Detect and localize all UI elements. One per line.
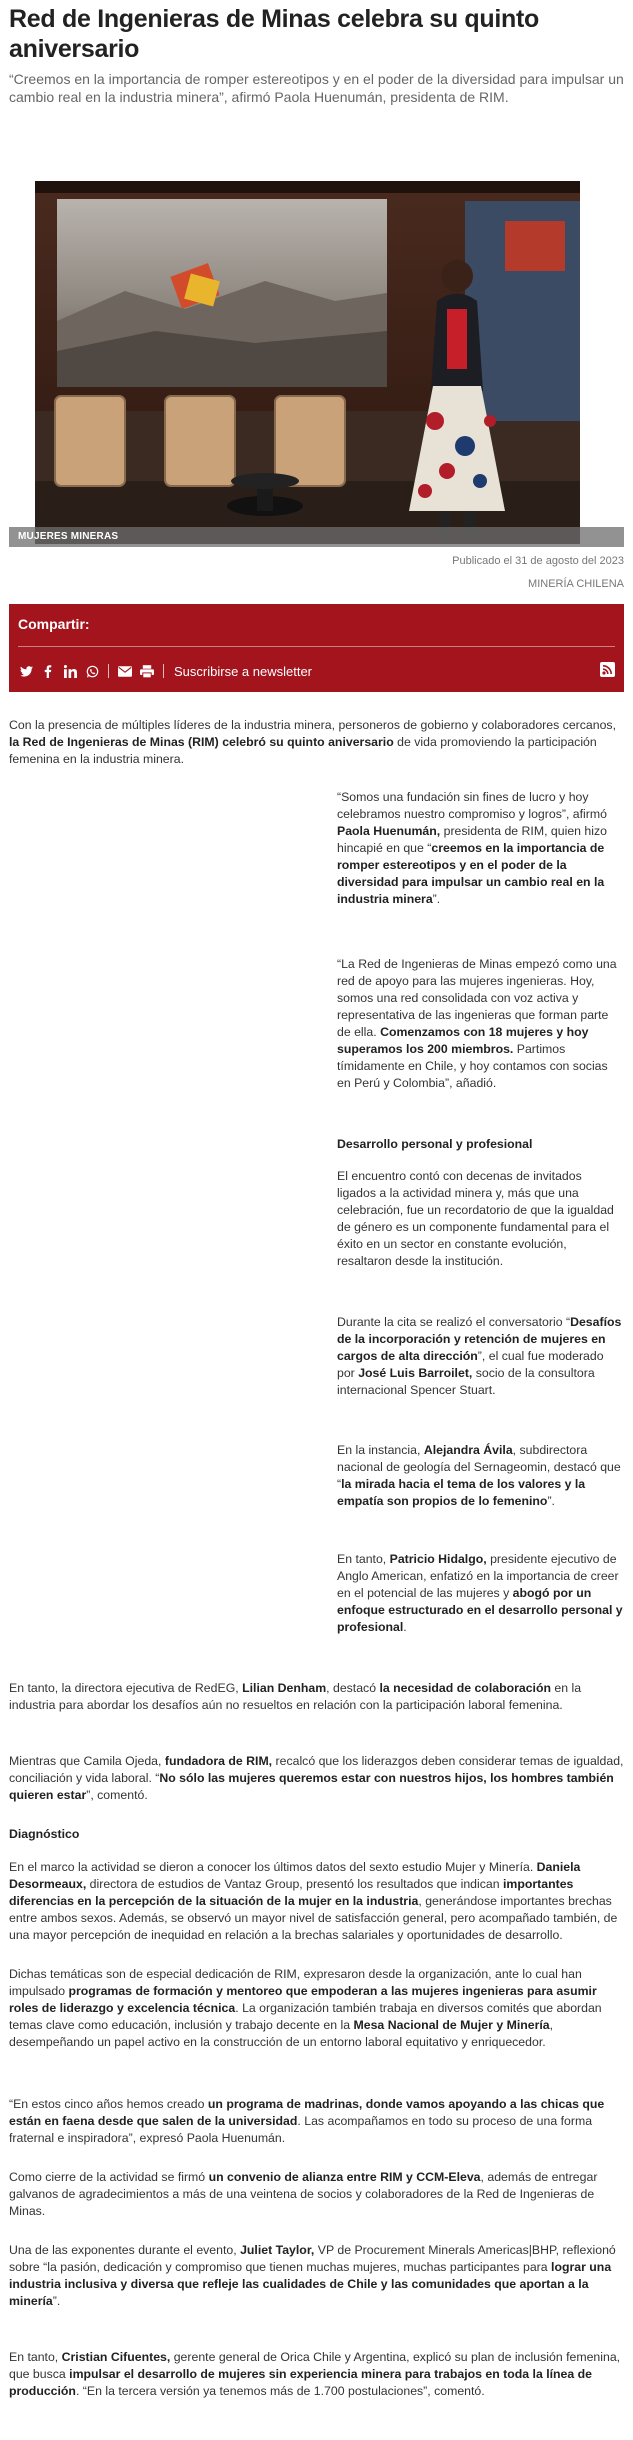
paragraph-intro: Con la presencia de múltiples líderes de la industria minera, personeros de gobierno y colaboradores cercanos, la Red de Ingenieras de Minas (RIM) celebró su quinto aniversario de vida promoviendo la participación femenina en la industria minera. (9, 718, 616, 766)
paragraph-2: En tanto, la directora ejecutiva de RedEG, Lilian Denham, destacó la necesidad de colaboración en la industria para abordar los desafíos aún no resueltos en relación con la participación laboral femenina. (9, 1681, 582, 1712)
print-icon[interactable] (139, 663, 155, 679)
facebook-icon[interactable] (40, 663, 56, 679)
paragraph-col-7: En tanto, Patricio Hidalgo, presidente ejecutivo de Anglo American, enfatizó en la importancia de creer en el potencial de las mujeres y abogó por un enfoque estructurado en el desarrollo personal y profesional. (337, 1552, 623, 1634)
share-divider (18, 646, 615, 647)
image-caption-bar (9, 527, 624, 547)
paragraph-5: Dichas temáticas son de especial dedicación de RIM, expresaron desde la organización, ante lo cual han impulsado programas de formación y mentoreo que empoderan a las mujeres ingenieras para asumir roles de liderazgo y excelencia técnica. La organización también trabaja en diversos comités que abordan temas clave como educación, inclusión y trabajo decente en la Mesa Nacional de Mujer y Minería, desempeñando un papel activo en la construcción de un entorno laboral equitativo y enriquecedor. (9, 1967, 602, 2049)
paragraph-col-1: “Somos una fundación sin fines de lucro y hoy celebramos nuestro compromiso y logros”, afirmó Paola Huenumán, presidenta de RIM, quien hizo hincapié en que “creemos en la importancia de romper estereotipos y en el poder de la diversidad para impulsar un cambio real en la industria minera”. (337, 790, 607, 906)
paragraph-col-6: En la instancia, Alejandra Ávila, subdirectora nacional de geología del Sernageomin, destacó que “la mirada hacia el tema de los valores y la empatía son propios de lo femenino”. (337, 1443, 621, 1508)
article-lead: “Creemos en la importancia de romper estereotipos y en el poder de la diversidad para impulsar un cambio real en la industria minera”, afirmó Paola Huenumán, presidenta de RIM. (9, 71, 624, 105)
paragraph-col-5: Durante la cita se realizó el conversatorio “Desafíos de la incorporación y retención de mujeres en cargos de alta dirección”, el cual fue moderado por José Luis Barroilet, socio de la consultora internacional Spencer Stuart. (337, 1315, 622, 1397)
article-image (35, 181, 580, 544)
twitter-icon[interactable] (18, 663, 34, 679)
share-title: Compartir: (18, 616, 90, 632)
paragraph-7: Como cierre de la actividad se firmó un convenio de alianza entre RIM y CCM-Eleva, además de entregar galvanos de agradecimientos a más de una veintena de socios y colaboradores de la Red de Ingenieras de Minas. (9, 2170, 598, 2218)
paragraph-col-2: “La Red de Ingenieras de Minas empezó como una red de apoyo para las mujeres ingenieras. Hoy, somos una red consolidada con voz activa y representativa de las ingenieras que forman parte de ella. Comenzamos con 18 mujeres y hoy superamos los 200 miembros. Partimos tímidamente en Chile, y hoy contamos con socias en Perú y Colombia”, añadió. (337, 957, 617, 1090)
share-bar (9, 604, 624, 692)
image-caption: MUJERES MINERAS (18, 531, 119, 542)
newsletter-link[interactable]: Suscribirse a newsletter (174, 663, 312, 679)
linkedin-icon[interactable] (62, 663, 78, 679)
rss-icon[interactable] (600, 662, 615, 677)
publish-date: Publicado el 31 de agosto del 2023 (452, 555, 624, 567)
paragraph-9: En tanto, Cristian Cifuentes, gerente general de Orica Chile y Argentina, explicó su plan de inclusión femenina, que busca impulsar el desarrollo de mujeres sin experiencia minera para trabajos en toda la línea de producción. “En la tercera versión ya tenemos más de 1.700 postulaciones”, comentó. (9, 2350, 621, 2398)
paragraph-3: Mientras que Camila Ojeda, fundadora de RIM, recalcó que los liderazgos deben considerar temas de igualdad, conciliación y vida laboral. “No sólo las mujeres queremos estar con nuestros hijos, los hombres también quieren estar”, comentó. (9, 1754, 624, 1802)
paragraph-4: En el marco la actividad se dieron a conocer los últimos datos del sexto estudio Mujer y Minería. Daniela Desormeaux, directora de estudios de Vantaz Group, presentó los resultados que indican importantes diferencias en la percepción de la situación de la mujer en la industria, generándose importantes brechas entre ambos sexos. Además, se observó un mayor nivel de satisfacción general, pero acompañado también, de una mayor percepción de inequidad en relación a la brechas salariales y oportunidades de desarrollo. (9, 1860, 618, 1942)
article-source: MINERÍA CHILENA (528, 578, 624, 590)
share-icons (18, 662, 312, 680)
paragraph-col-4: El encuentro contó con decenas de invitados ligados a la actividad minera y, más que una celebración, fue un recordatorio de que la igualdad de género es un componente fundamental para el éxito en un sector en constante evolución, resaltaron desde la institución. (337, 1169, 614, 1268)
whatsapp-icon[interactable] (84, 663, 100, 679)
section-heading-desarrollo: Desarrollo personal y profesional (337, 1137, 533, 1151)
paragraph-6: “En estos cinco años hemos creado un programa de madrinas, donde vamos apoyando a las chicas que están en faena desde que salen de la universidad. Las acompañamos en todo su proceso de una forma fraternal e inspiradora”, expresó Paola Huenumán. (9, 2097, 605, 2145)
article-title: Red de Ingenieras de Minas celebra su quinto aniversario (9, 5, 539, 63)
email-icon[interactable] (117, 663, 133, 679)
section-heading-diagnostico: Diagnóstico (9, 1827, 80, 1841)
share-separator (163, 664, 164, 678)
paragraph-8: Una de las exponentes durante el evento, Juliet Taylor, VP de Procurement Minerals Americas|BHP, reflexionó sobre “la pasión, dedicación y compromiso que tienen muchas mujeres, muchas participantes para lograr una industria inclusiva y diversa que refleje las cualidades de Chile y las comunidades que aportan a la minería”. (9, 2243, 616, 2308)
event-photo (35, 181, 580, 544)
share-separator (108, 664, 109, 678)
